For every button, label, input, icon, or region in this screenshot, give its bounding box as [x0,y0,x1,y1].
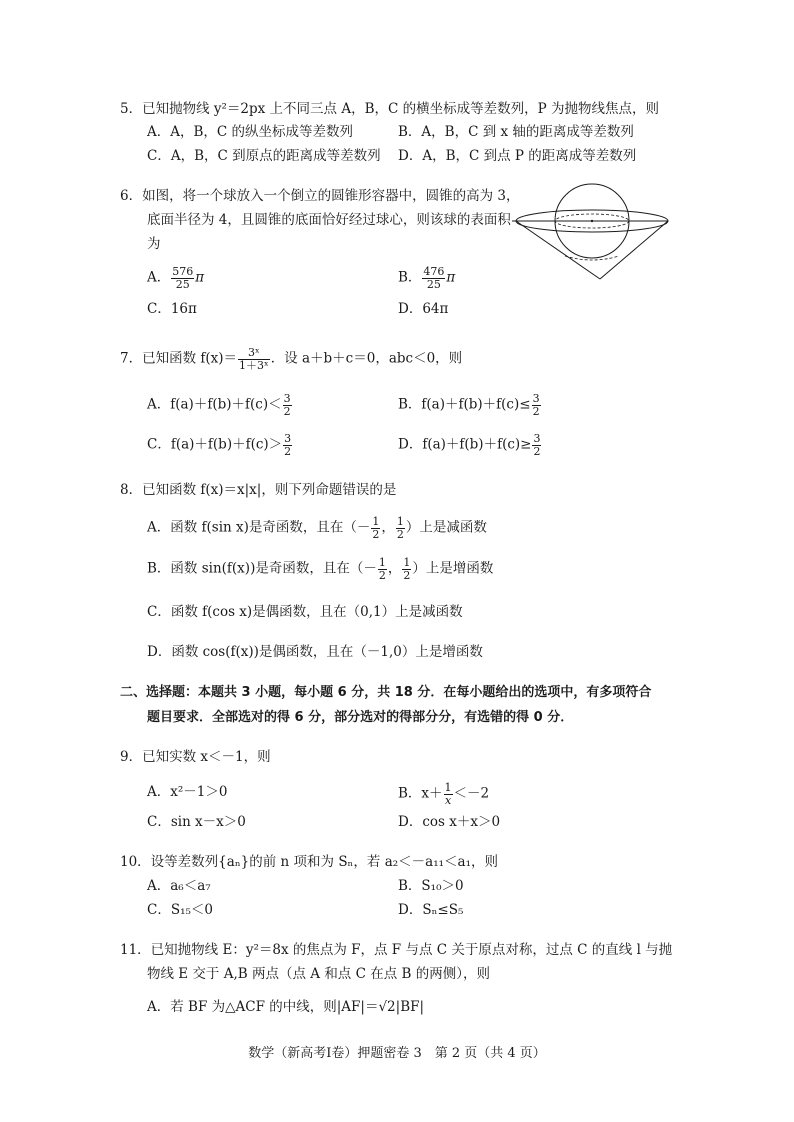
q10-option-b: B．S₁₀＞0 [398,878,464,894]
fraction-numerator: 1 [396,515,404,528]
q9-option-c: C．sin x－x＞0 [147,814,246,830]
q5-option-a: A．A，B，C 的纵坐标成等差数列 [147,124,354,140]
section-2-heading-line2: 题目要求．全部选对的得 6 分，部分选对的得部分分，有选错的得 0 分． [147,710,574,725]
fraction-numerator: 1 [372,515,380,528]
fraction-denominator: 2 [283,404,291,418]
three-halves-fraction [532,433,541,457]
half-fraction [371,516,380,540]
q6-option-b [398,266,455,290]
q8-option-b [147,557,493,581]
q11-stem-line1: 11．已知抛物线 E：y²＝8x 的焦点为 F，点 F 与点 C 关于原点对称，过点 C 的直线 l 与抛 [120,942,673,958]
fraction-numerator: 3 [284,432,292,445]
q6-option-b-fraction [422,266,445,290]
fraction-denominator: 2 [396,527,404,541]
q9-option-a: A．x²－1＞0 [147,784,228,800]
q7-option-b-text: B．f(a)＋f(b)＋f(c)≤ [398,396,531,413]
q11-stem-line2: 物线 E 交于 A,B 两点（点 A 和点 C 在点 B 的两侧），则 [147,966,490,982]
q7-option-d-text: D．f(a)＋f(b)＋f(c)≥ [398,436,532,453]
q9-option-b-post: ＜－2 [453,785,490,802]
q6-stem-line1: 6．如图，将一个球放入一个倒立的圆锥形容器中，圆锥的高为 3， [120,188,520,204]
q6-option-c: C．16π [147,301,197,317]
q7-option-d [398,433,542,457]
pi-symbol: π [195,269,205,286]
half-fraction [396,516,405,540]
pi-symbol: π [446,269,456,286]
q11-option-a: A．若 BF 为△ACF 的中线，则|AF|＝√2|BF| [147,999,425,1015]
fraction-numerator: 476 [423,265,445,278]
q7-option-b [398,393,542,417]
q9-option-b-pre: B．x＋ [398,785,443,802]
q10-option-c: C．S₁₅＜0 [147,902,213,918]
fraction-denominator: 2 [403,568,411,582]
section-2-heading-line1: 二、选择题：本题共 3 小题，每小题 6 分，共 18 分．在每小题给出的选项中，有多项符合 [120,685,652,700]
fraction-numerator: 1 [444,781,452,794]
q9-option-d: D．cos x＋x＞0 [398,814,501,830]
fraction-numerator: 1 [378,556,386,569]
q8-option-a-pre: A．函数 f(sin x)是奇函数，且在（－ [147,519,371,536]
sphere-in-cone-figure [510,178,670,283]
fraction-denominator: 2 [284,444,292,458]
q7-option-c [147,433,293,457]
q8-option-b-mid: ， [387,560,402,577]
three-halves-fraction [283,393,292,417]
q7-option-c-text: C．f(a)＋f(b)＋f(c)＞ [147,436,283,453]
q5-option-d: D．A，B，C 到点 P 的距离成等差数列 [398,148,637,164]
q8-option-a-mid: ， [381,519,395,536]
fraction-denominator: 1＋3ˣ [239,358,269,372]
fraction-numerator: 576 [172,265,194,278]
q8-option-d: D．函数 cos(f(x))是偶函数，且在（－1,0）上是增函数 [147,644,483,660]
q8-option-b-post: ）上是增函数 [412,560,494,577]
fraction-denominator: 2 [532,404,540,418]
q9-option-b [398,782,489,806]
q5-option-c: C．A，B，C 到原点的距离成等差数列 [147,148,381,164]
page-footer: 数学（新高考Ⅰ卷）押题密卷 3 第 2 页（共 4 页） [248,1046,546,1061]
fraction-denominator: x [444,793,452,807]
fraction-numerator: 3 [283,392,291,405]
fraction-numerator: 3ˣ [238,347,270,360]
q6-option-a-fraction [171,266,194,290]
q5-stem: 5．已知抛物线 y²＝2px 上不同三点 A，B，C 的横坐标成等差数列，P 为抛物线焦点，则 [120,101,660,117]
q7-function-fraction [238,347,270,371]
q9-stem: 9．已知实数 x＜－1，则 [120,749,271,765]
fraction-numerator: 3 [533,432,541,445]
reciprocal-x-fraction [444,782,453,806]
q8-option-b-pre: B．函数 sin(f(x))是奇函数，且在（－ [147,560,377,577]
q7-stem [120,347,462,371]
q6-stem-line3: 为 [147,236,161,252]
q7-option-a [147,393,293,417]
half-fraction [402,557,411,581]
q6-stem-line2: 底面半径为 4，且圆锥的底面恰好经过球心，则该球的表面积 [147,212,511,228]
q6-option-b-label: B． [398,269,422,286]
q6-option-d: D．64π [398,301,449,317]
q6-option-a-label: A． [147,269,171,286]
q8-option-c: C．函数 f(cos x)是偶函数，且在（0,1）上是减函数 [147,604,463,620]
q8-option-a [147,516,487,540]
q8-stem: 8．已知函数 f(x)＝x|x|，则下列命题错误的是 [120,482,397,498]
q10-option-a: A．a₆＜a₇ [147,878,211,894]
q7-stem-pre: 7．已知函数 f(x)＝ [120,350,238,367]
q7-stem-post: ．设 a＋b＋c＝0，abc＜0，则 [270,350,463,367]
fraction-denominator: 2 [372,527,380,541]
fraction-denominator: 25 [426,277,441,291]
q10-stem: 10．设等差数列{aₙ}的前 n 项和为 Sₙ，若 a₂＜－a₁₁＜a₁，则 [120,854,498,870]
fraction-denominator: 2 [378,568,386,582]
fraction-numerator: 1 [403,556,411,569]
three-halves-fraction [283,433,292,457]
q10-option-d: D．Sₙ≤S₅ [398,902,464,918]
q8-option-a-post: ）上是减函数 [405,519,487,536]
q7-option-a-text: A．f(a)＋f(b)＋f(c)＜ [147,396,282,413]
fraction-denominator: 25 [175,277,190,291]
q6-option-a [147,266,204,290]
three-halves-fraction [532,393,541,417]
q5-option-b: B．A，B，C 到 x 轴的距离成等差数列 [398,124,634,140]
fraction-numerator: 3 [532,392,540,405]
fraction-denominator: 2 [533,444,541,458]
half-fraction [378,557,387,581]
